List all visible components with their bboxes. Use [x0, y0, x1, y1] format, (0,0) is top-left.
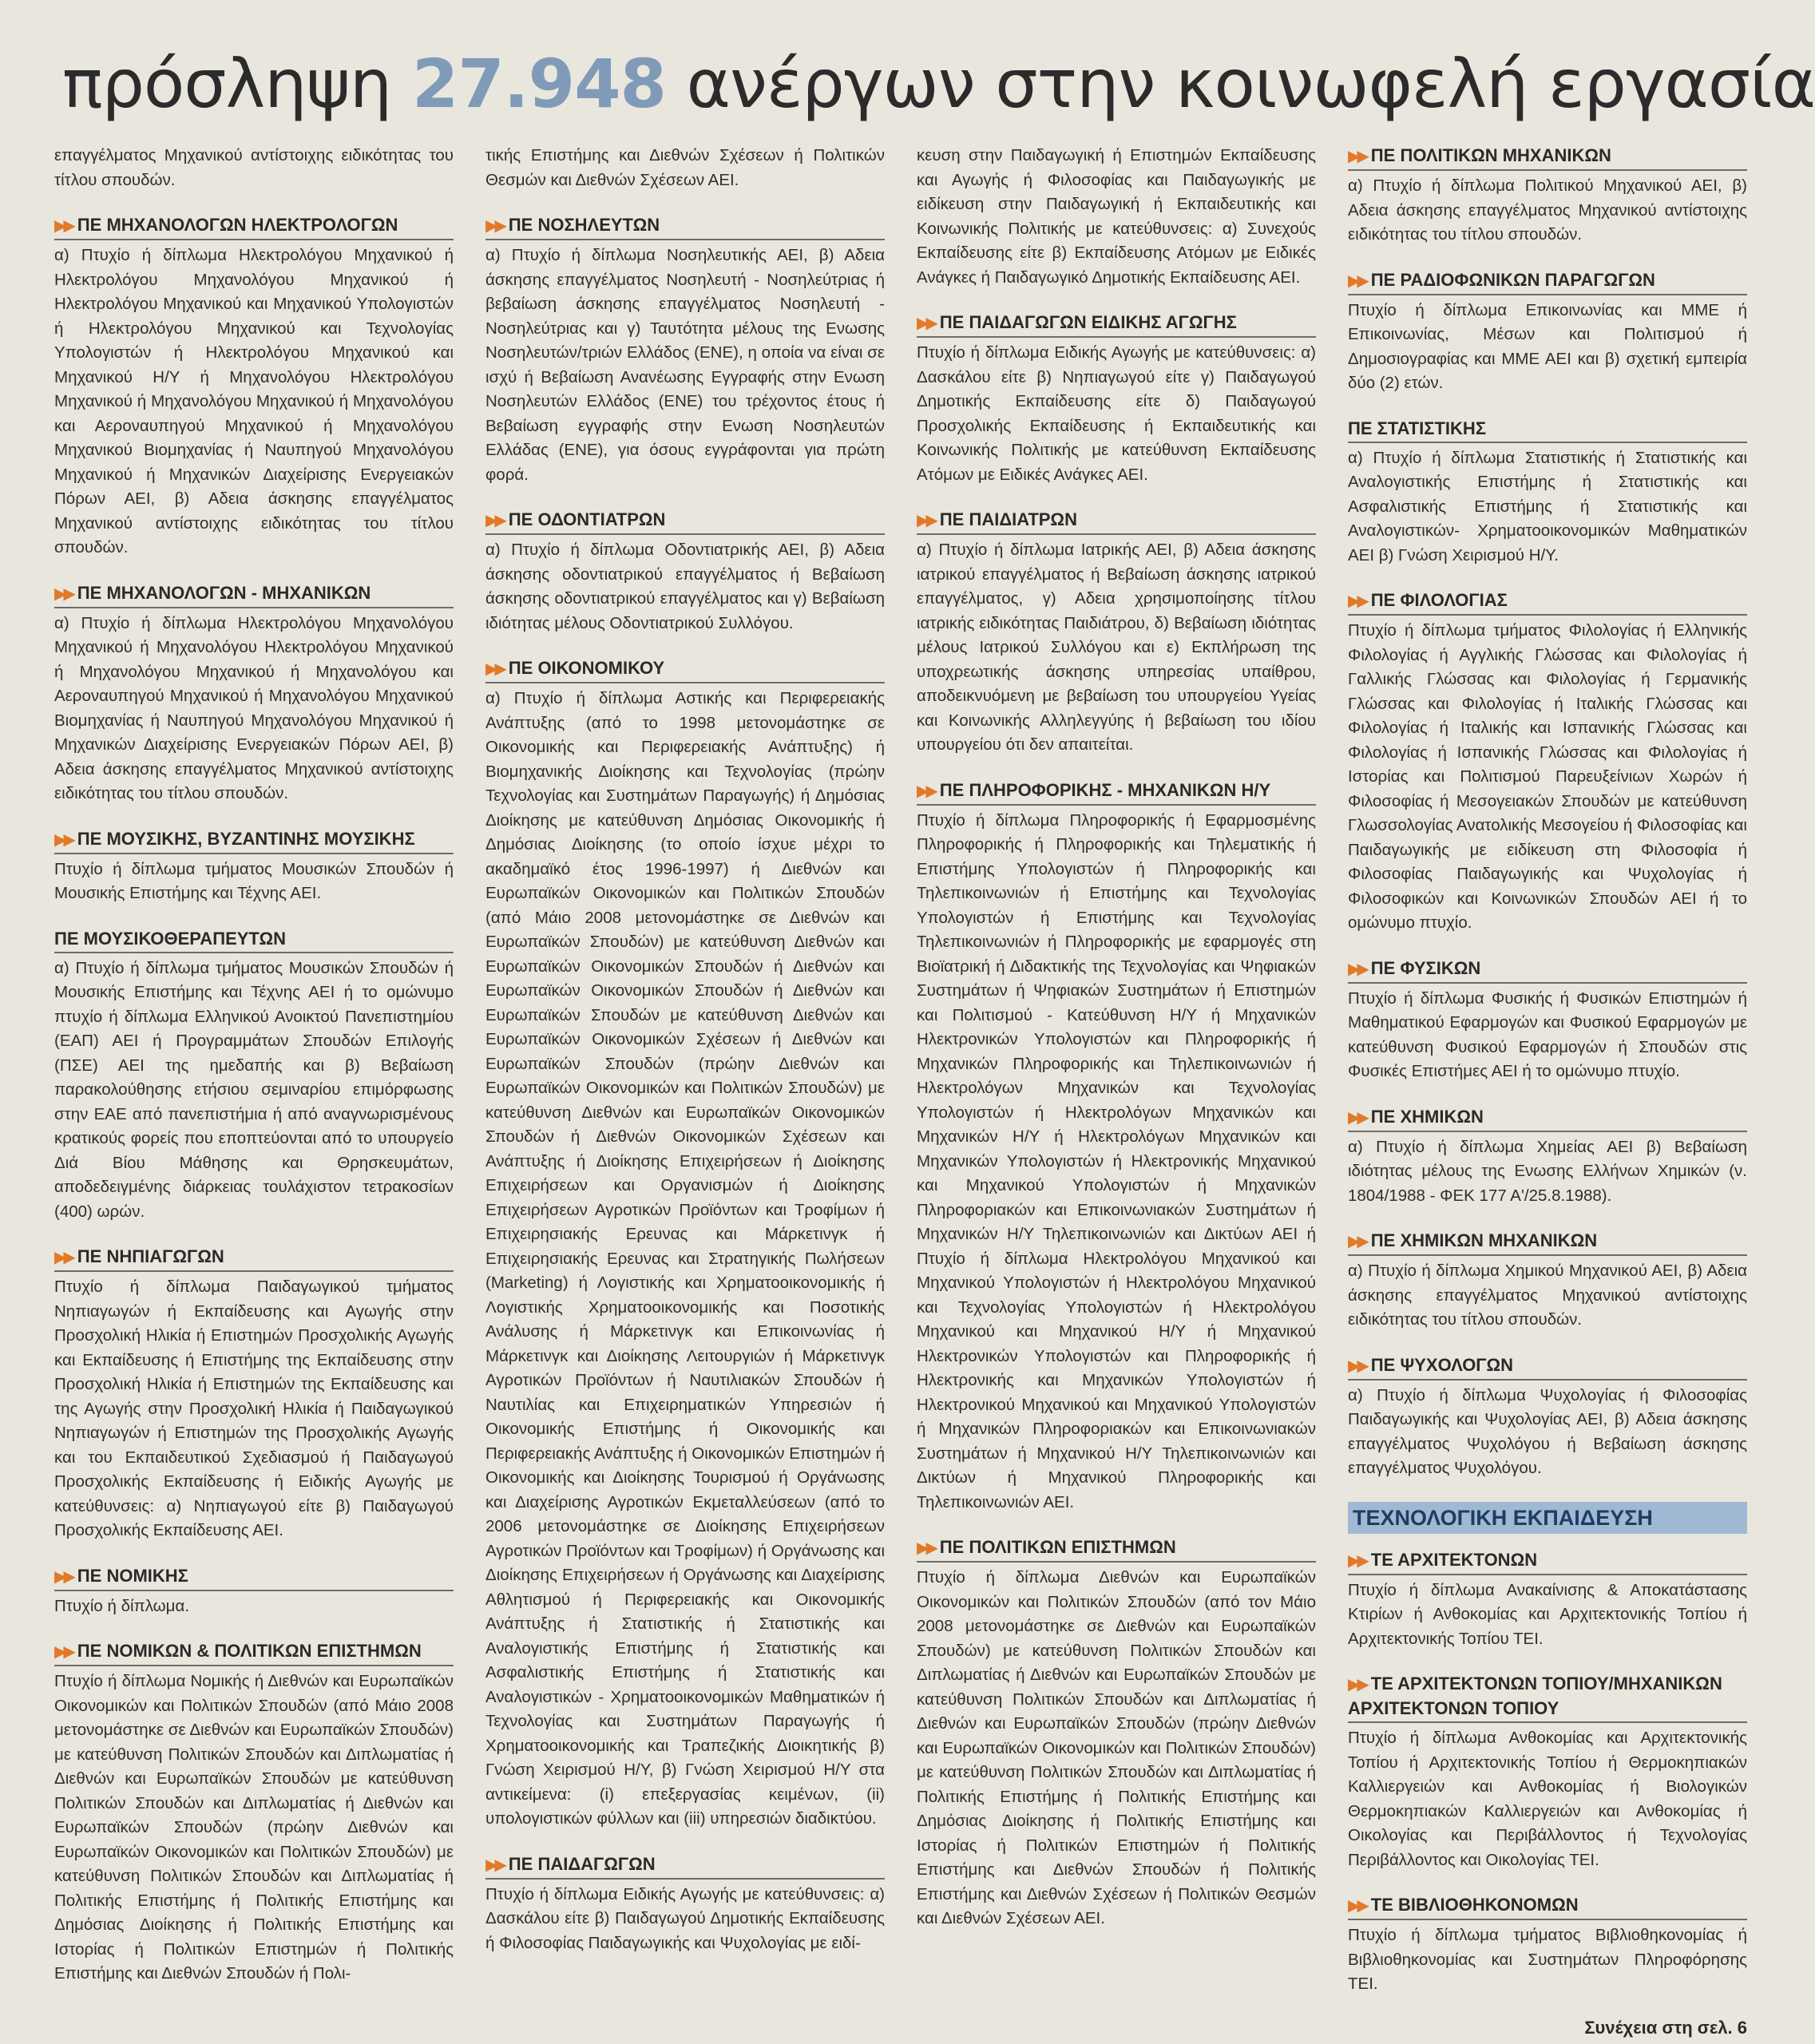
section-heading-text: ΠΕ ΧΗΜΙΚΩΝ ΜΗΧΑΝΙΚΩΝ — [1370, 1230, 1598, 1250]
double-arrow-icon: ▶▶ — [1348, 1108, 1366, 1127]
section-heading — [1348, 144, 1747, 171]
section-body: κευση στην Παιδαγωγική ή Επιστημών Εκπαίδευσης και Αγωγής ή Φιλοσοφίας και Παιδαγωγικής με ειδίκευση στην Παιδαγωγική ή Εκπαιδευτικής και Κοινωνικής Πολιτικής με κατεύθυνσεις: α) Συνεχούς Εκπαίδευσης είτε β) Εκπαίδευσης Ατόμων με Ειδικές Ανάγκες ή Παιδαγωγικό Δημοτικής Εκπαίδευσης ΑΕΙ. — [917, 146, 1316, 287]
column-2 — [485, 144, 885, 2038]
double-arrow-icon: ▶▶ — [1348, 148, 1366, 165]
section-heading-text: ΠΕ ΜΗΧΑΝΟΛΟΓΩΝ - ΜΗΧΑΝΙΚΩΝ — [77, 582, 371, 603]
section-heading — [54, 827, 454, 854]
section-body: α) Πτυχίο ή δίπλωμα Οδοντιατρικής ΑΕΙ, β) Αδεια άσκησης οδοντιατρικού επαγγέλματος ή Βεβαίωση άσκησης οδοντιατρικού επαγγέλματος και γ) Βεβαίωση ιδιότητας μέλους Οδοντιατρικού Συλλόγου. — [485, 541, 885, 632]
double-arrow-icon: ▶▶ — [54, 1249, 73, 1266]
section-heading — [54, 1639, 454, 1666]
section-heading — [54, 927, 454, 953]
section-heading-text: ΠΕ ΣΤΑΤΙΣΤΙΚΗΣ — [1348, 418, 1487, 438]
section-heading-text: ΠΕ ΠΟΛΙΤΙΚΩΝ ΕΠΙΣΤΗΜΩΝ — [939, 1537, 1176, 1557]
section-heading-text: ΠΕ ΠΑΙΔΙΑΤΡΩΝ — [939, 509, 1077, 529]
section-body: Πτυχίο ή δίπλωμα Παιδαγωγικού τμήματος Νηπιαγωγών ή Εκπαίδευσης και Αγωγής στην Προσχολική Ηλικία ή Επιστημών Προσχολικής Αγωγής και Εκπαίδευσης ή Επιστήμης της Εκπαίδευσης στην Προσχολική Ηλικία ή Επιστημών της Εκπαίδευσης και της Αγωγής στην Προσχολική Ηλικία ή Παιδαγωγικού Νηπιαγωγών ή Επιστημών της Προσχολικής Αγωγής και του Εκπαιδευτικού Σχεδιασμού ή Παιδαγωγού Προσχολικής Εκπαίδευσης ή Ειδικής Αγωγής με κατεύθυνσεις: α) Νηπιαγωγού είτε β) Παιδαγωγού Προσχολικής Εκπαίδευσης ΑΕΙ. — [54, 1278, 454, 1539]
double-arrow-icon: ▶▶ — [917, 315, 935, 332]
double-arrow-icon: ▶▶ — [1348, 1551, 1366, 1570]
section-body: Πτυχίο ή δίπλωμα τμήματος Φιλολογίας ή Ελληνικής Φιλολογίας ή Αγγλικής Γλώσσας και Φιλολογίας ή Γαλλικής Γλώσσας και Φιλολογίας ή Γερμανικής Γλώσσας και Φιλολογίας ή Ιταλικής Γλώσσας και Φιλολογίας ή Ιταλικής και Ισπανικής Γλώσσας και Φιλολογίας ή Ισπανικής Γλώσσας και Φιλολογίας ή Ιστορίας και Πολιτισμού Παρευξείνιων Χωρών ή Φιλοσοφίας ή Μεσογειακών Σπουδών με κατεύθυνση Γλωσσολογίας Ανατολικής Μεσογείου ή Φιλοσοφίας και Παιδαγωγικής με ειδίκευση στη Φιλοσοφία ή Φιλοσοφίας Παιδαγωγικής και Ψυχολογίας ή Φιλοσοφικών και Κοινωνικών Σπουδών ΑΕΙ ή το ομώνυμο πτυχίο. — [1348, 621, 1747, 932]
section-body: α) Πτυχίο ή δίπλωμα Ψυχολογίας ή Φιλοσοφίας Παιδαγωγικής και Ψυχολογίας ΑΕΙ, β) Αδεια άσκησης επαγγέλματος Ψυχολόγου ή Βεβαίωση άσκησης επαγγέλματος Ψυχολόγου. — [1348, 1385, 1747, 1477]
section-heading — [54, 1245, 454, 1272]
double-arrow-icon: ▶▶ — [917, 1539, 935, 1557]
article-columns — [54, 144, 1747, 2038]
double-arrow-icon: ▶▶ — [1348, 271, 1366, 290]
double-arrow-icon: ▶▶ — [1348, 1357, 1366, 1375]
section-heading-text: ΠΕ ΠΑΙΔΑΓΩΓΩΝ ΕΙΔΙΚΗΣ ΑΓΩΓΗΣ — [939, 312, 1237, 332]
section-heading — [485, 1852, 885, 1880]
section-heading — [917, 311, 1316, 338]
section-body: Πτυχίο ή δίπλωμα Ειδικής Αγωγής με κατεύθυνσεις: α) Δασκάλου είτε β) Νηπιαγωγού είτε γ) Παιδαγωγού Δημοτικής Εκπαίδευσης είτε δ) Παιδαγωγού Προσχολικής Εκπαίδευσης ή Εκπαιδευτικής και Κοινωνικής Πολιτικής με κατεύθυνση Εκπαίδευσης Ατόμων με Ειδικές Ανάγκες ΑΕΙ. — [917, 343, 1316, 484]
double-arrow-icon: ▶▶ — [917, 782, 935, 800]
section-heading-text: ΠΕ ΝΗΠΙΑΓΩΓΩΝ — [77, 1246, 224, 1266]
section-heading — [54, 581, 454, 608]
section-body: Πτυχίο ή δίπλωμα Διεθνών και Ευρωπαϊκών Οικονομικών και Πολιτικών Σπουδών (από τον Μάιο 2008 μετονομάστηκε σε Διεθνών και Ευρωπαϊκών Σπουδών) με κατεύθυνση Πολιτικών Σπουδών και Διπλωματίας ή Διεθνών και Ευρωπαϊκών Σπουδών με κατεύθυνση Πολιτικών Σπουδών και Διπλωματίας ή Διεθνών και Ευρωπαϊκών Σπουδών (πρώην Διεθνών και Ευρωπαϊκών Οικονομικών και Πολιτικών Σπουδών) με κατεύθυνση Πολιτικών Σπουδών και Διπλωματίας ή Πολιτικής Επιστήμης ή Πολιτικής Επιστήμης και Δημόσιας Διοίκησης ή Πολιτικής Επιστήμης και Ιστορίας ή Πολιτικών Επιστημών ή Πολιτικής Επιστήμης και Διεθνών Σπουδών ή Πολιτικής Επιστήμης και Διεθνών Σχέσεων ή Πολιτικών Θεσμών και Διεθνών Σχέσεων ΑΕΙ. — [917, 1568, 1316, 1927]
section-heading — [1348, 1105, 1747, 1132]
section-heading — [1348, 1353, 1747, 1380]
section-heading-text: ΤΕ ΒΙΒΛΙΟΘΗΚΟΝΟΜΩΝ — [1370, 1895, 1579, 1915]
section-heading — [54, 1564, 454, 1591]
double-arrow-icon: ▶▶ — [485, 1856, 504, 1874]
section-heading-text: ΠΕ ΠΛΗΡΟΦΟΡΙΚΗΣ - ΜΗΧΑΝΙΚΩΝ Η/Υ — [939, 779, 1271, 800]
section-body: α) Πτυχίο ή δίπλωμα Ιατρικής ΑΕΙ, β) Αδεια άσκησης ιατρικού επαγγέλματος ή Βεβαίωση άσκησης ιατρικού επαγγέλματος, γ) Αδεια χρησιμοποίησης τίτλου ιατρικής ειδικότητας Παιδιάτρου, δ) Βεβαίωση ιδιότητας μέλους Ιατρικού Συλλόγου και ε) Εκπλήρωση της υποχρεωτικής άσκησης υπηρεσίας υπαίθρου, αποδεικνυόμενη με βεβαίωση του υπουργείου Υγείας και Κοινωνικής Αλληλεγγύης ή βεβαίωση του ιδίου υπουργείου ότι δεν απαιτείται. — [917, 541, 1316, 754]
section-heading-text: ΠΕ ΟΙΚΟΝΟΜΙΚΟΥ — [508, 658, 665, 678]
section-body: Πτυχίο ή δίπλωμα Ανθοκομίας και Αρχιτεκτονικής Τοπίου ή Αρχιτεκτονικής Τοπίου ή Θερμοκηπιακών Καλλιεργειών και Ανθοκομίας ή Βιολογικών Θερμοκηπιακών Καλλιεργειών και Ανθοκομίας ή Οικολογίας και Περιβάλλοντος ή Τεχνολογίας Περιβάλλοντος και Οικολογίας ΤΕΙ. — [1348, 1729, 1747, 1869]
section-heading-text: ΠΕ ΝΟΜΙΚΩΝ & ΠΟΛΙΤΙΚΩΝ ΕΠΙΣΤΗΜΩΝ — [77, 1641, 422, 1661]
section-heading — [54, 213, 454, 240]
section-heading-text: ΠΕ ΡΑΔΙΟΦΩΝΙΚΩΝ ΠΑΡΑΓΩΓΩΝ — [1370, 269, 1655, 290]
section-body: α) Πτυχίο ή δίπλωμα Πολιτικού Μηχανικού ΑΕΙ, β) Αδεια άσκησης επαγγέλματος Μηχανικού αντίστοιχης ειδικότητας του τίτλου σπουδών. — [1348, 176, 1747, 244]
section-body: Πτυχίο ή δίπλωμα Ανακαίνισης & Αποκατάστασης Κτιρίων ή Ανθοκομίας και Αρχιτεκτονικής Τοπίου ή Αρχιτεκτονικής Τοπίου ΤΕΙ. — [1348, 1580, 1747, 1648]
section-body: α) Πτυχίο ή δίπλωμα Χημείας ΑΕΙ β) Βεβαίωση ιδιότητας μέλους της Ενωσης Ελλήνων Χημικών (ν. 1804/1988 - ΦΕΚ 177 Α'/25.8.1988). — [1348, 1137, 1747, 1205]
section-body: τικής Επιστήμης και Διεθνών Σχέσεων ή Πολιτικών Θεσμών και Διεθνών Σχέσεων ΑΕΙ. — [485, 146, 885, 189]
section-body: Πτυχίο ή δίπλωμα Πληροφορικής ή Εφαρμοσμένης Πληροφορικής ή Πληροφορικής και Τηλεματικής ή Επιστήμης Υπολογιστών ή Πληροφορικής και Τηλεπικοινωνιών ή Επιστήμης και Τεχνολογίας Υπολογιστών ή Επιστήμης και Τεχνολογίας Τηλεπικοινωνιών ή Πληροφορικής με εφαρμογές στη Βιοϊατρική ή Διδακτικής της Τεχνολογίας και Ψηφιακών Συστημάτων ή Ψηφιακών Συστημάτων ή Επιστημών και Πολιτισμού - Κατεύθυνση Η/Υ ή Μηχανικών Ηλεκτρονικών Υπολογιστών και Πληροφορικής ή Μηχανικών Πληροφορικής και Τηλεπικοινωνιών ή Ηλεκτρολόγων Μηχανικών και Τεχνολογίας Υπολογιστών ή Ηλεκτρολόγων Μηχανικών και Μηχανικών Η/Υ ή Ηλεκτρολόγων Μηχανικών και Μηχανικών Υπολογιστών ή Ηλεκτρονικής Μηχανικού και Μηχανικού Υπολογιστών ή Μηχανικών Πληροφοριακών και Επικοινωνιακών Συστημάτων ή Μηχανικών Η/Υ Τηλεπικοινωνιών και Δικτύων ΑΕΙ ή Πτυχίο ή δίπλωμα Ηλεκτρολόγου Μηχανικού και Μηχανικού Υπολογιστών ή Ηλεκτρολόγου Μηχανικού και Τεχνολογίας Υπολογιστών ή Ηλεκτρολόγου Μηχανικού και Μηχανικού Η/Υ ή Μηχανικού Ηλεκτρονικών Υπολογιστών και Πληροφορικής ή Ηλεκτρονικής και Μηχανικών Υπολογιστών ή Ηλεκτρονικού Μηχανικού και Μηχανικού Υπολογιστών ή Μηχανικών Πληροφοριακών και Επικοινωνιακών Συστημάτων ή Μηχανικού Η/Υ Τηλεπικοινωνιών και Δικτύων ή Μηχανικού Πληροφορικής και Τηλεπικοινωνιών ΑΕΙ. — [917, 810, 1316, 1511]
section-body: Πτυχίο ή δίπλωμα Νομικής ή Διεθνών και Ευρωπαϊκών Οικονομικών και Πολιτικών Σπουδών (από Μάιο 2008 μετονομάστηκε σε Διεθνών και Ευρωπαϊκών Σπουδών) με κατεύθυνση Πολιτικών Σπουδών και Διπλωματίας ή Διεθνών και Ευρωπαϊκών Σπουδών με κατεύθυνση Πολιτικών Σπουδών και Διπλωματίας ή Διεθνών και Ευρωπαϊκών Σπουδών (πρώην Διεθνών και Ευρωπαϊκών Οικονομικών και Πολιτικών Σπουδών) με κατεύθυνση Πολιτικών Σπουδών και Διπλωματίας ή Πολιτικής Επιστήμης ή Πολιτικής Επιστήμης και Δημόσιας Διοίκησης ή Πολιτικής Επιστήμης και Ιστορίας ή Πολιτικών Επιστημών ή Πολιτικής Επιστήμης και Διεθνών Σπουδών ή Πολι- — [54, 1672, 454, 1983]
section-heading-text: ΠΕ ΨΥΧΟΛΟΓΩΝ — [1370, 1354, 1514, 1375]
section-heading-text: ΠΕ ΟΔΟΝΤΙΑΤΡΩΝ — [508, 509, 666, 529]
double-arrow-icon: ▶▶ — [54, 1643, 73, 1661]
section-heading-text: ΠΕ ΝΟΣΗΛΕΥΤΩΝ — [508, 215, 660, 235]
section-body: α) Πτυχίο ή δίπλωμα Ηλεκτρολόγου Μηχανικού ή Ηλεκτρολόγου Μηχανολόγου Μηχανικού ή Ηλεκτρολόγου Μηχανικού και Μηχανικού Υπολογιστών ή Ηλεκτρολόγου Μηχανικού και Τεχνολογίας Υπολογιστών ή Ηλεκτρολόγου Μηχανικού και Μηχανικού Η/Υ ή Μηχανολόγου Ηλεκτρολόγου Μηχανικού ή Μηχανολόγου Μηχανικού ή Μηχανολόγου και Αεροναυπηγού Μηχανικού ή Μηχανολόγου Μηχανικού Βιομηχανίας ή Ναυπηγού Μηχανολόγου Μηχανικού ή Μηχανικών Διαχείρισης Ενεργειακών Πόρων ΑΕΙ, β) Αδεια άσκησης επαγγέλματος Μηχανικού αντίστοιχης ειδικότητας του τίτλου σπουδών. — [54, 246, 454, 557]
section-heading-text: ΠΕ ΝΟΜΙΚΗΣ — [77, 1565, 188, 1586]
section-body: Πτυχίο ή δίπλωμα τμήματος Μουσικών Σπουδών ή Μουσικής Επιστήμης και Τέχνης ΑΕΙ. — [54, 859, 454, 902]
double-arrow-icon: ▶▶ — [54, 830, 73, 849]
section-heading-text: ΠΕ ΧΗΜΙΚΩΝ — [1370, 1106, 1484, 1127]
section-heading — [485, 508, 885, 535]
section-heading — [485, 656, 885, 683]
double-arrow-icon: ▶▶ — [1348, 1233, 1366, 1250]
section-heading-text: ΠΕ ΜΗΧΑΝΟΛΟΓΩΝ ΗΛΕΚΤΡΟΛΟΓΩΝ — [77, 215, 398, 235]
headline-number: 27.948 — [411, 45, 666, 123]
section-heading-text: ΠΕ ΦΙΛΟΛΟΓΙΑΣ — [1370, 590, 1508, 610]
section-heading — [1348, 1893, 1747, 1920]
section-heading — [1348, 588, 1747, 616]
section-body: α) Πτυχίο ή δίπλωμα Ηλεκτρολόγου Μηχανολόγου Μηχανικού ή Μηχανολόγου Ηλεκτρολόγου Μηχανικού ή Μηχανολόγου Μηχανικού ή Μηχανολόγου και Αεροναυπηγού Μηχανικού ή Μηχανολόγου Μηχανικού Βιομηχανίας ή Ναυπηγού Μηχανολόγου Μηχανικού ή Μηχανικών Διαχείρισης Ενεργειακών Πόρων ΑΕΙ, β) Αδεια άσκησης επαγγέλματος Μηχανικού αντίστοιχης ειδικότητας του τίτλου σπουδών. — [54, 613, 454, 802]
section-heading — [1348, 1229, 1747, 1256]
section-band: ΤΕΧΝΟΛΟΓΙΚΗ ΕΚΠΑΙΔΕΥΣΗ — [1348, 1502, 1747, 1534]
double-arrow-icon: ▶▶ — [1348, 1676, 1366, 1693]
section-heading — [1348, 268, 1747, 295]
column-4 — [1348, 144, 1747, 2038]
column-3 — [917, 144, 1316, 2038]
double-arrow-icon: ▶▶ — [1348, 592, 1366, 610]
headline-before: πρόσληψη — [62, 45, 412, 123]
section-heading — [917, 508, 1316, 535]
double-arrow-icon: ▶▶ — [485, 660, 504, 678]
section-heading-text: ΠΕ ΠΟΛΙΤΙΚΩΝ ΜΗΧΑΝΙΚΩΝ — [1370, 145, 1611, 165]
section-body: α) Πτυχίο ή δίπλωμα Χημικού Μηχανικού ΑΕΙ, β) Αδεια άσκησης επαγγέλματος Μηχανικού αντίστοιχης ειδικότητας του τίτλου σπουδών. — [1348, 1262, 1747, 1329]
section-body: Πτυχίο ή δίπλωμα Ειδικής Αγωγής με κατεύθυνσεις: α) Δασκάλου είτε β) Παιδαγωγού Δημοτικής Εκπαίδευσης ή Φιλοσοφίας Παιδαγωγικής και Ψυχολογίας με ειδί- — [485, 1884, 885, 1952]
section-heading — [485, 213, 885, 240]
double-arrow-icon: ▶▶ — [485, 217, 504, 235]
continued-note: Συνέχεια στη σελ. 6 — [1584, 2017, 1747, 2038]
section-heading — [1348, 957, 1747, 984]
double-arrow-icon: ▶▶ — [54, 217, 73, 235]
section-heading-text: ΠΕ ΜΟΥΣΙΚΗΣ, ΒΥΖΑΝΤΙΝΗΣ ΜΟΥΣΙΚΗΣ — [77, 828, 415, 849]
section-body: α) Πτυχίο ή δίπλωμα Αστικής και Περιφερειακής Ανάπτυξης (από το 1998 μετονομάστηκε σε Οικονομικής και Περιφερειακής Ανάπτυξης) ή Βιομηχανικής Διοίκησης και Τεχνολογίας (πρώην Τεχνολογίας και Συστημάτων Παραγωγής) ή Δημόσιας Διοίκησης με κατεύθυνση Δημόσιας Οικονομικής ή Δημόσιας Διοίκησης (το οποίο ίσχυε μέχρι το ακαδημαϊκό έτος 1996-1997) ή Διεθνών και Ευρωπαϊκών Οικονομικών και Πολιτικών Σπουδών (από Μάιο 2008 μετονομάστηκε σε Διεθνών και Ευρωπαϊκών Σπουδών) με κατεύθυνση Διεθνών και Ευρωπαϊκών Οικονομικών Σπουδών ή Διεθνών και Ευρωπαϊκών Οικονομικών Σπουδών ή Διεθνών και Ευρωπαϊκών Σπουδών με κατεύθυνση Διεθνών και Ευρωπαϊκών Οικονομικών Σχέσεων ή Διεθνών και Ευρωπαϊκών Σπουδών (πρώην Διεθνών και Ευρωπαϊκών Οικονομικών και Πολιτικών Σπουδών) με κατεύθυνση Διεθνών και Ευρωπαϊκών Οικονομικών Σπουδών ή Διεθνών Οικονομικών Σχέσεων και Ανάπτυξης ή Διοίκησης Επιχειρήσεων ή Διοίκησης Επιχειρήσεων και Οργανισμών ή Διοίκησης Επιχειρήσεων Αγροτικών Προϊόντων και Τροφίμων ή Επιχειρησιακής Ερευνας και Μάρκετινγκ ή Επιχειρησιακής Ερευνας και Στρατηγικής Πωλήσεων (Marketing) ή Λογιστικής και Χρηματοοικονομικής ή Λογιστικής Χρηματοοικονομικής και Ποσοτικής Ανάλυσης ή Μάρκετινγκ και Επικοινωνίας ή Μάρκετινγκ και Διοίκησης Λειτουργιών ή Μάρκετινγκ Αγροτικών Προϊόντων ή Ναυτιλιακών Σπουδών ή Ναυτιλίας και Επιχειρηματικών Υπηρεσιών ή Οικονομικής Επιστήμης ή Οικονομικής και Περιφερειακής Ανάπτυξης ή Οικονομικών Επιστημών ή Οικονομικής και Διοίκησης Τουρισμού ή Οργάνωσης και Διαχείρισης Αγροτικών Εκμεταλλεύσεων (από το 2006 μετονομάστηκε σε Διοίκησης Επιχειρήσεων Αγροτικών Προϊόντων και Τροφίμων) ή Οργάνωσης και Διοίκησης Επιχειρήσεων ή Οργάνωσης και Διαχείρισης Αθλητισμού ή Περιφερειακής και Οικονομικής Ανάπτυξης ή Στατιστικής ή Στατιστικής και Αναλογιστικής Επιστήμης ή Στατιστικής και Ασφαλιστικής Επιστήμης ή Στατιστικής και Αναλογιστικών - Χρηματοοικονομικών Μαθηματικών ή Τεχνολογίας και Συστημάτων Παραγωγής ή Χρηματοοικονομικής και Τραπεζικής Διοικητικής β) Γνώση Χειρισμού Η/Υ, β) Γνώση Χειρισμού Η/Υ στα αντικείμενα: (i) επεξεργασίας κειμένων, (ii) υπολογιστικών φύλλων και (iii) υπηρεσιών διαδικτύου. — [485, 689, 885, 1828]
section-heading — [1348, 1548, 1747, 1575]
section-heading-text: ΤΕ ΑΡΧΙΤΕΚΤΟΝΩΝ ΤΟΠΙΟΥ/ΜΗΧΑΝΙΚΩΝ ΑΡΧΙΤΕΚΤΟΝΩΝ ΤΟΠΙΟΥ — [1348, 1674, 1722, 1718]
double-arrow-icon: ▶▶ — [917, 512, 935, 529]
section-body: Πτυχίο ή δίπλωμα Φυσικής ή Φυσικών Επιστημών ή Μαθηματικού Εφαρμογών και Φυσικού Εφαρμογών με κατεύθυνση Φυσικού Εφαρμογών ή Σπουδών στις Φυσικές Επιστήμες ΑΕΙ ή το ομώνυμο πτυχίο. — [1348, 988, 1747, 1080]
section-body: Πτυχίο ή δίπλωμα. — [54, 1596, 190, 1615]
double-arrow-icon: ▶▶ — [54, 584, 73, 603]
section-body: επαγγέλματος Μηχανικού αντίστοιχης ειδικότητας του τίτλου σπουδών. — [54, 146, 454, 189]
double-arrow-icon: ▶▶ — [54, 1567, 73, 1586]
section-body: Πτυχίο ή δίπλωμα τμήματος Βιβλιοθηκονομίας ή Βιβλιοθηκονομίας και Συστημάτων Πληροφόρησης ΤΕΙ. — [1348, 1926, 1747, 1993]
section-heading — [1348, 1672, 1747, 1723]
section-heading-text: ΠΕ ΦΥΣΙΚΩΝ — [1370, 957, 1481, 978]
section-heading-text: ΤΕ ΑΡΧΙΤΕΚΤΟΝΩΝ — [1370, 1549, 1538, 1570]
section-body: α) Πτυχίο ή δίπλωμα Νοσηλευτικής ΑΕΙ, β) Αδεια άσκησης επαγγέλματος Νοσηλευτή - Νοσηλεύτριας ή βεβαίωση άσκησης επαγγέλματος Νοσηλευτή - Νοσηλεύτριας και γ) Ταυτότητα μέλους της Ενωσης Νοσηλευτών/τριών Ελλάδος (ΕΝΕ), η οποία να είναι σε ισχύ ή Βεβαίωση Ανανέωσης Εγγραφής στην Ενωση Νοσηλευτών Ελλάδος (ΕΝΕ) του τρέχοντος έτους ή Βεβαίωση εγγραφής στην Ενωση Νοσηλευτών Ελλάδας (ΕΝΕ), για όσους εγγράφονται για πρώτη φορά. — [485, 246, 885, 484]
double-arrow-icon: ▶▶ — [1348, 960, 1366, 978]
section-heading — [1348, 417, 1747, 443]
double-arrow-icon: ▶▶ — [1348, 1897, 1366, 1915]
section-heading — [917, 1535, 1316, 1563]
section-heading-text: ΠΕ ΠΑΙΔΑΓΩΓΩΝ — [508, 1853, 656, 1874]
headline — [62, 32, 1815, 136]
section-body: α) Πτυχίο ή δίπλωμα τμήματος Μουσικών Σπουδών ή Μουσικής Επιστήμης και Τέχνης ΑΕΙ ή το ομώνυμο πτυχίο ή δίπλωμα Ελληνικού Ανοικτού Πανεπιστημίου (ΕΑΠ) ΑΕΙ ή Προγραμμάτων Σπουδών Επιλογής (ΠΣΕ) ΑΕΙ της ημεδαπής και β) Βεβαίωση παρακολούθησης ετήσιου σεμιναρίου επιμόρφωσης στην ΕΑΕ από πανεπιστήμια ή από αναγνωρισμένους κρατικούς φορείς που εποπτεύονται από το υπουργείο Διά Βίου Μάθησης και Θρησκευμάτων, αποδεδειγμένης διάρκειας τουλάχιστον τετρακοσίων (400) ωρών. — [54, 958, 454, 1221]
section-body: α) Πτυχίο ή δίπλωμα Στατιστικής ή Στατιστικής και Αναλογιστικής Επιστήμης ή Στατιστικής και Ασφαλιστικής Επιστήμης ή Στατιστικής και Αναλογιστικών- Χρηματοοικονομικών Μαθηματικών ΑΕΙ β) Γνώση Χειρισμού Η/Υ. — [1348, 448, 1747, 564]
section-heading — [917, 778, 1316, 806]
section-body: Πτυχίο ή δίπλωμα Επικοινωνίας και ΜΜΕ ή Επικοινωνίας, Μέσων και Πολιτισμού ή Δημοσιογραφίας και ΜΜΕ ΑΕΙ και β) σχετική εμπειρία δύο (2) ετών. — [1348, 300, 1747, 392]
section-heading-text: ΠΕ ΜΟΥΣΙΚΟΘΕΡΑΠΕΥΤΩΝ — [54, 928, 286, 949]
column-1 — [54, 144, 454, 2038]
double-arrow-icon: ▶▶ — [485, 512, 504, 529]
headline-after: ανέργων στην κοινωφελή εργασία — [665, 45, 1815, 123]
